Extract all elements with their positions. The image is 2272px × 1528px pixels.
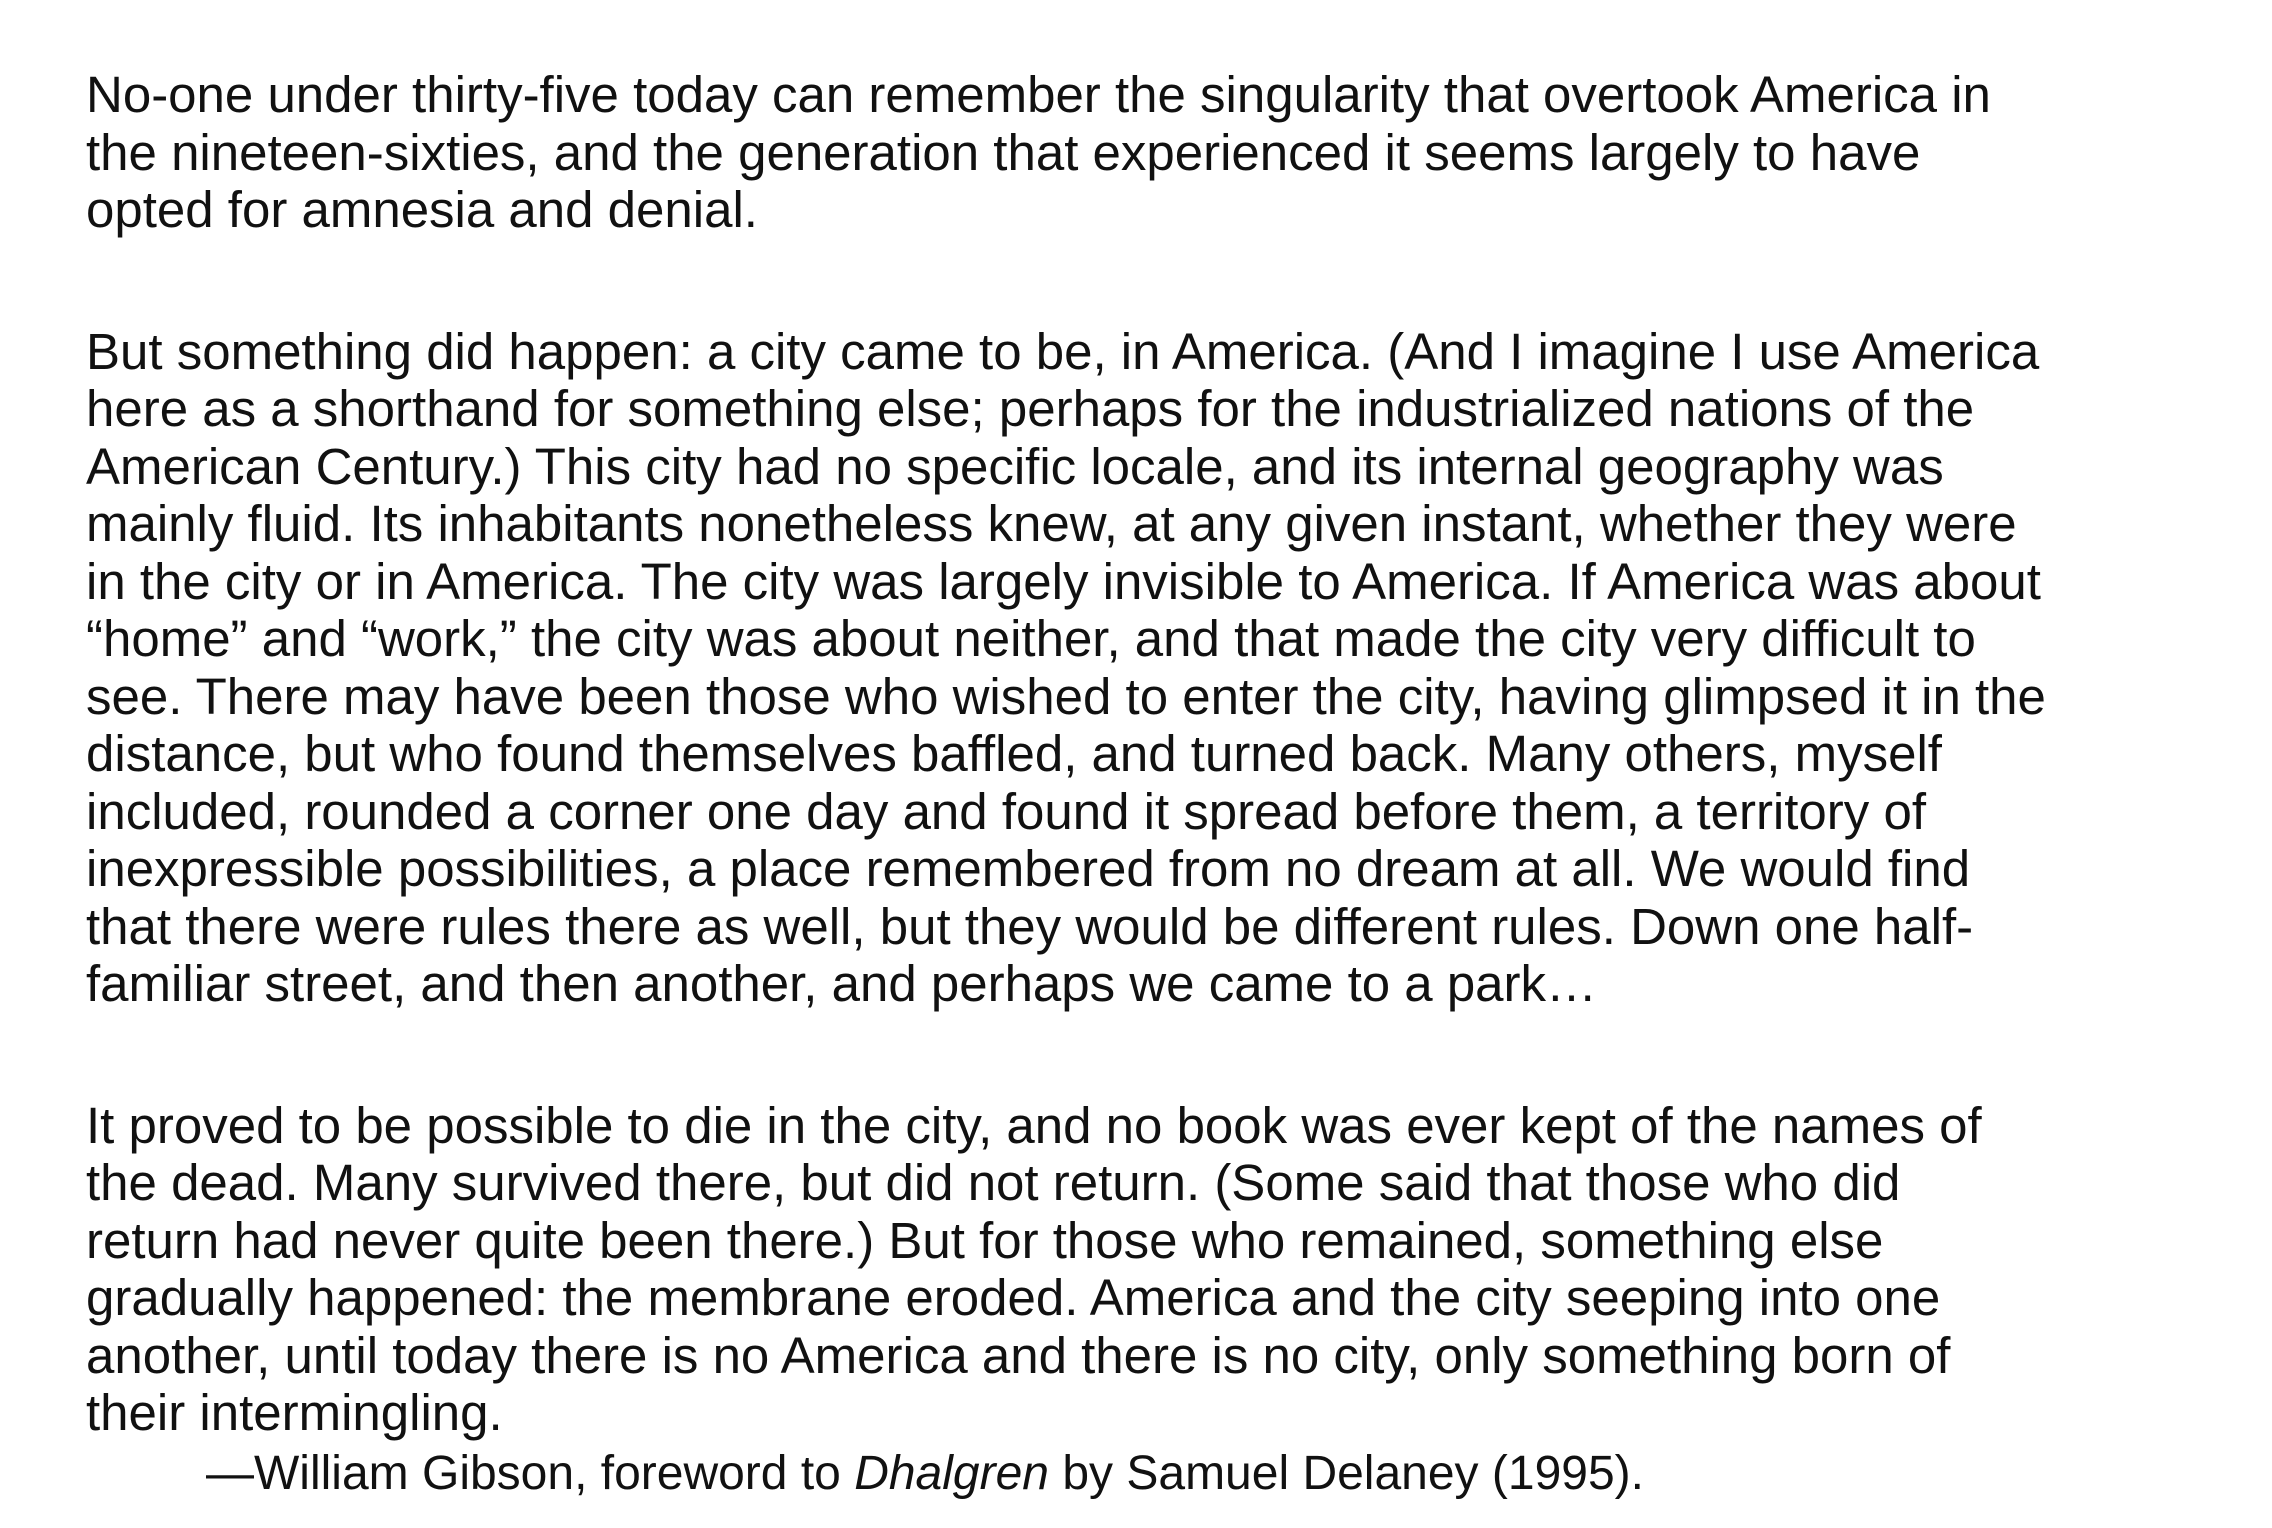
text-line: their intermingling.	[86, 1384, 503, 1441]
text-line: see. There may have been those who wished to enter the city, having glimpsed it in the	[86, 667, 2046, 725]
attribution-prefix: —William Gibson, foreword to	[206, 1446, 855, 1500]
text-line: But something did happen: a city came to be, in America. (And I imagine I use America	[86, 322, 2040, 380]
text-line: another, until today there is no America and there is no city, only something born of	[86, 1326, 1951, 1384]
text-line: It proved to be possible to die in the city, and no book was ever kept of the names of	[86, 1096, 1982, 1154]
text-line: that there were rules there as well, but they would be different rules. Down one half-	[86, 897, 1974, 955]
paragraph-2	[86, 323, 2226, 1013]
paragraph-3	[86, 1097, 2226, 1442]
text-line: mainly fluid. Its inhabitants nonetheless knew, at any given instant, whether they were	[86, 495, 2017, 552]
text-line: return had never quite been there.) But for those who remained, something else	[86, 1211, 1884, 1269]
text-line: opted for amnesia and denial.	[86, 181, 758, 238]
text-line: in the city or in America. The city was largely invisible to America. If America was about	[86, 552, 2041, 610]
text-line: familiar street, and then another, and perhaps we came to a park…	[86, 955, 1598, 1012]
text-line: gradually happened: the membrane eroded. America and the city seeping into one	[86, 1269, 1941, 1326]
text-line: the dead. Many survived there, but did not return. (Some said that those who did	[86, 1154, 1901, 1211]
attribution	[86, 1444, 2226, 1504]
text-line: inexpressible possibilities, a place remembered from no dream at all. We would find	[86, 840, 1971, 897]
book-title: Dhalgren	[854, 1446, 1049, 1500]
text-line: American Century.) This city had no specific locale, and its internal geography was	[86, 437, 1944, 495]
text-line: here as a shorthand for something else; perhaps for the industrialized nations of the	[86, 380, 1975, 437]
text-line: distance, but who found themselves baffled, and turned back. Many others, myself	[86, 725, 1942, 782]
text-line: No-one under thirty-five today can remember the singularity that overtook America in	[86, 66, 1991, 123]
text-line: the nineteen-sixties, and the generation that experienced it seems largely to have	[86, 123, 1921, 181]
quote-document	[86, 66, 2226, 1504]
attribution-suffix: by Samuel Delaney (1995).	[1048, 1446, 1644, 1500]
text-line: included, rounded a corner one day and found it spread before them, a territory of	[86, 782, 1926, 840]
paragraph-1	[86, 66, 2226, 239]
text-line: “home” and “work,” the city was about neither, and that made the city very difficult to	[86, 610, 1976, 667]
